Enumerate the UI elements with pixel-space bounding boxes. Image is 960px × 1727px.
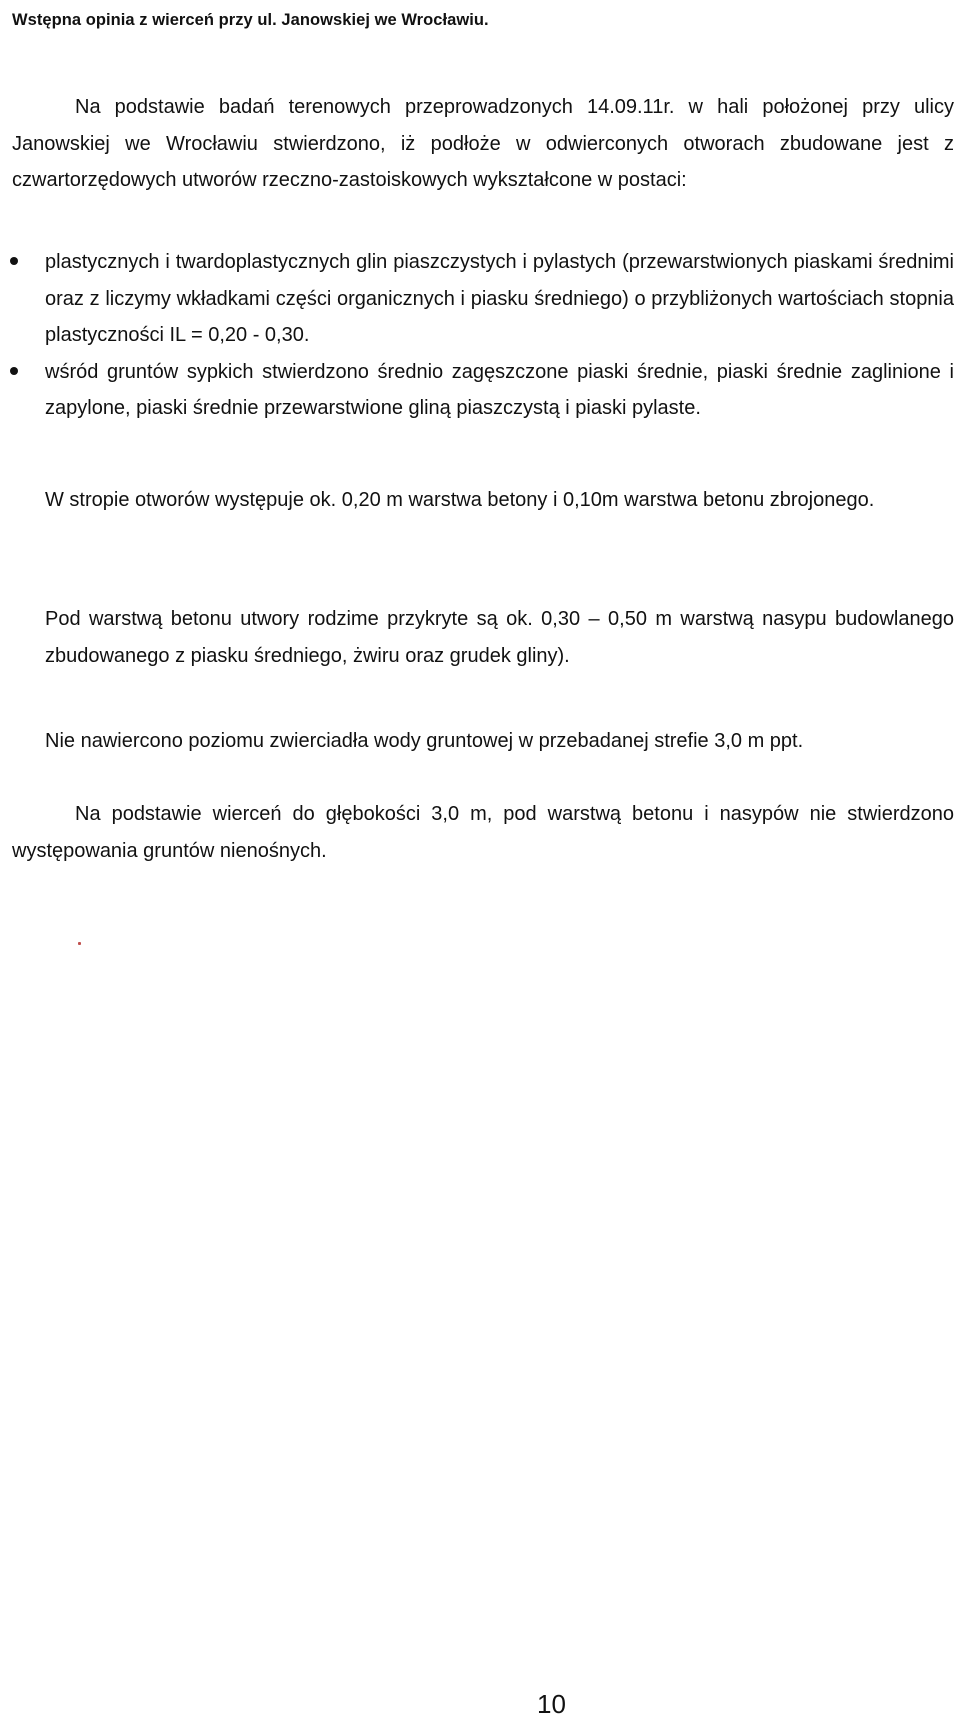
intro-paragraph: Na podstawie badań terenowych przeprowadzonych 14.09.11r. w hali położonej przy ulicy Janowskiej we Wrocławiu stwierdzono, iż podłoże w odwierconych otworach zbudowane jest z czwartorzędowych utworów rzeczno-zastoiskowych wykształcone w postaci: bbox=[12, 96, 954, 191]
concrete-layer-paragraph: W stropie otworów występuje ok. 0,20 m warstwa betony i 0,10m warstwa betonu zbrojonego. bbox=[45, 489, 875, 511]
fill-layer-paragraph: Pod warstwą betonu utwory rodzime przykryte są ok. 0,30 – 0,50 m warstwą nasypu budowlanego zbudowanego z piasku średniego, żwiru oraz grudek gliny). bbox=[45, 608, 954, 667]
list-item bbox=[0, 244, 954, 354]
document-title: Wstępna opinia z wierceń przy ul. Janowskiej we Wrocławiu. bbox=[12, 11, 489, 29]
soil-types-list bbox=[0, 244, 960, 427]
groundwater-paragraph: Nie nawiercono poziomu zwierciadła wody gruntowej w przebadanej strefie 3,0 m ppt. bbox=[45, 730, 804, 752]
list-item bbox=[0, 354, 954, 427]
list-item-text: wśród gruntów sypkich stwierdzono średnio zagęszczone piaski średnie, piaski średnie zaglinione i zapylone, piaski średnie przewarstwione gliną piaszczystą i piaski pylaste. bbox=[45, 360, 954, 419]
summary-paragraph: Na podstawie wierceń do głębokości 3,0 m, pod warstwą betonu i nasypów nie stwierdzono występowania gruntów nienośnych. bbox=[12, 803, 954, 862]
stray-dot-mark bbox=[78, 942, 81, 945]
bullet-icon bbox=[10, 367, 18, 375]
page-number: 10 bbox=[537, 1689, 566, 1719]
list-item-text: plastycznych i twardoplastycznych glin piaszczystych i pylastych (przewarstwionych piaskami średnimi oraz z liczymy wkładkami części organicznych i piasku średniego) o przybliżonych wartościach stopnia plastyczności IL = 0,20 - 0,30. bbox=[45, 251, 954, 346]
bullet-icon bbox=[10, 257, 18, 265]
